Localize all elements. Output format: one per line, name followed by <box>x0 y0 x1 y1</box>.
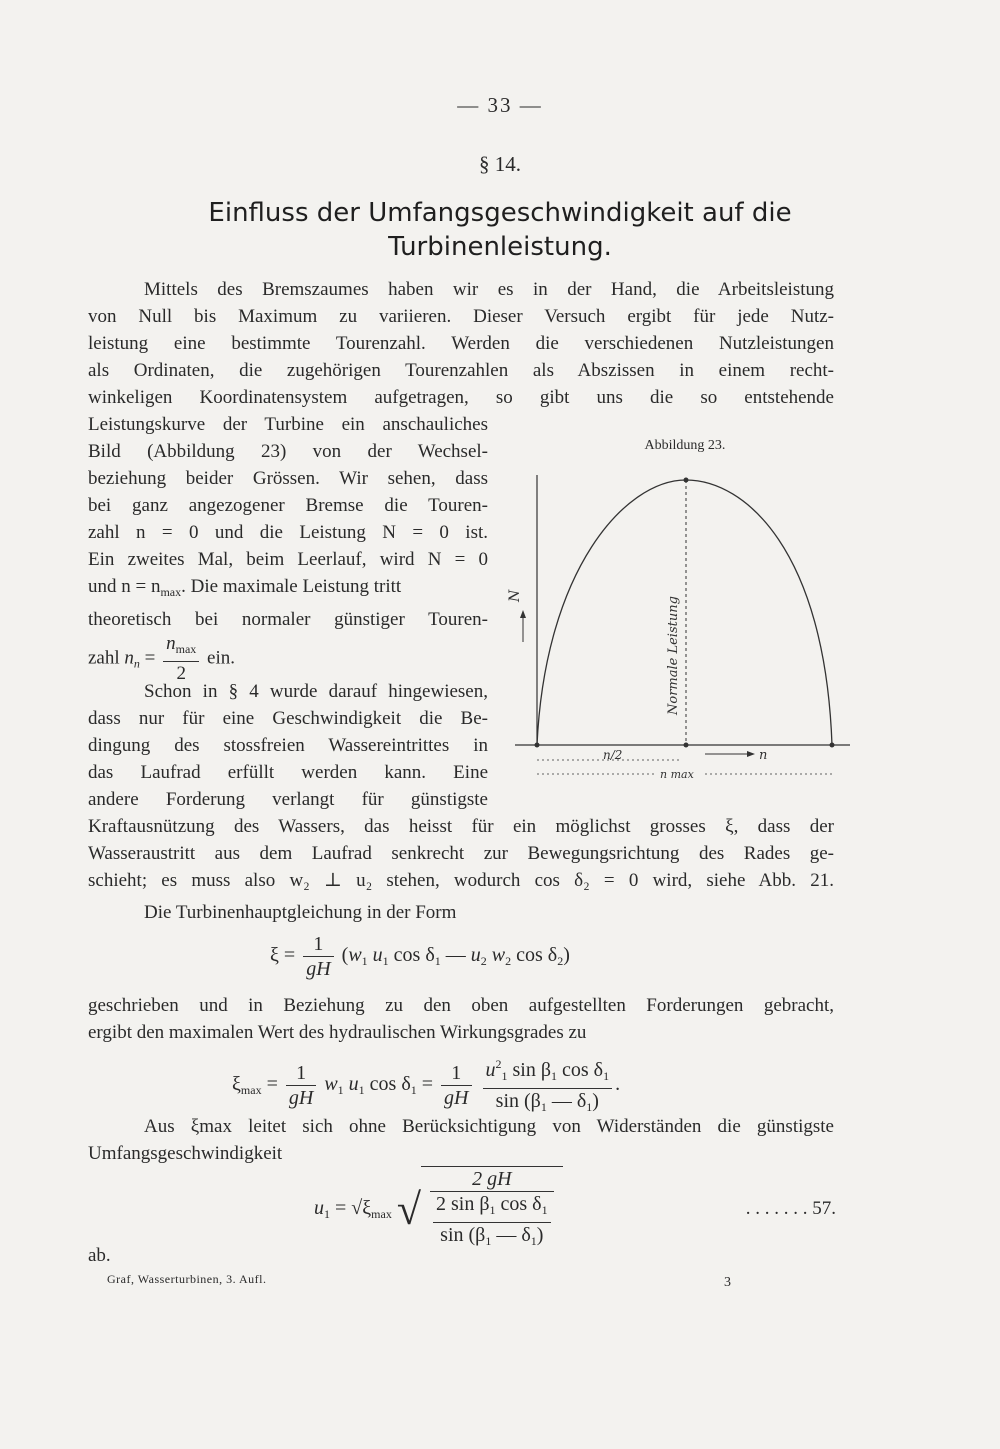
text-line: Kraftausnützung des Wassers, das heisst für ein möglichst grosses ξ, dass der <box>88 816 834 837</box>
nmax-label: n max <box>660 768 694 781</box>
equation-number: . . . . . . . 57. <box>745 1198 836 1219</box>
paragraph-3 <box>88 899 834 926</box>
y-axis-label: N <box>507 589 523 602</box>
paragraph-2 <box>88 813 834 894</box>
half-n-label: n/2 <box>603 748 623 762</box>
section-title <box>0 196 1000 264</box>
text-line: Ein zweites Mal, beim Leerlauf, wird N = 0 <box>88 549 488 570</box>
figure-caption: Abbildung 23. <box>644 438 726 453</box>
closing-word: ab. <box>88 1245 111 1266</box>
turbine-equation: ξ = $\frac{1}{gH}$ ($w_1$ $u_1$ $\cos \delta_1$ — $u_2$ $w_2$ $\cos \delta_2$) <box>270 933 570 980</box>
paragraph-2-column <box>88 678 488 813</box>
text-line: leistung eine bestimmte Tourenzahl. Werden die verschiedenen Nutzleistungen <box>88 333 834 354</box>
n-label: n <box>759 748 768 763</box>
text-line: geschrieben und in Beziehung zu den oben aufgestellten Forderungen gebracht, <box>88 995 834 1016</box>
text-line: Mittels des Bremszaumes haben wir es in der Hand, die Arbeitsleistung <box>144 279 834 300</box>
text-line: bei ganz angezogener Bremse die Touren- <box>88 495 488 516</box>
text-line: dass nur für eine Geschwindigkeit die Be- <box>88 708 488 729</box>
text-line: Aus ξmax leitet sich ohne Berücksichtigung von Widerständen die günstigste <box>144 1116 834 1137</box>
text-line: Umfangsgeschwindigkeit <box>88 1143 283 1164</box>
text-line: das Laufrad erfüllt werden kann. Eine <box>88 762 488 783</box>
y-arrow-head <box>520 610 526 618</box>
efficiency-equation: $\xi_{max}$ = $\frac{1}{gH}$ $w_1$ $u_1$ $\cos \delta_1$ = $\frac{1}{gH}$ $\frac{u^2_1 \sin \beta_1 \cos \delta_1}{\sin (\beta_1 — \delta_1)}$ . <box>232 1052 752 1119</box>
figure-23-power-curve <box>505 470 855 785</box>
paragraph-1 <box>88 276 834 411</box>
n-arrow-head <box>747 751 755 757</box>
text-line: zahl n = 0 und die Leistung N = 0 ist. <box>88 522 488 543</box>
text-line: von Null bis Maximum zu variieren. Dieser Versuch ergibt für jede Nutz- <box>88 306 834 327</box>
text-line: andere Forderung verlangt für günstigste <box>88 789 488 810</box>
title-line-1: Einfluss der Umfangsgeschwindigkeit auf die <box>208 198 792 228</box>
peak-point <box>684 478 689 483</box>
power-curve <box>537 480 832 745</box>
text-line: schieht; es muss also w₂ ⊥ u₂ stehen, wodurch cos δ₂ = 0 wird, siehe Abb. 21. <box>88 870 834 891</box>
mid-point <box>684 743 689 748</box>
text-line: theoretisch bei normaler günstiger Touren- <box>88 609 488 630</box>
text-line: und $n = n_{max}$. Die maximale Leistung tritt <box>88 576 402 599</box>
text-line: als Ordinaten, die zugehörigen Tourenzahlen als Abszissen in einem recht- <box>88 360 834 381</box>
velocity-equation: $u_1 = √\xi_{max}$ √ $\frac{2 gH}{\frac{2 \sin \beta_1 \cos \delta_1}{\sin (\beta_1 — \delta_1)}}$ <box>314 1166 614 1253</box>
text-line: Leistungskurve der Turbine ein anschauliches <box>88 414 488 435</box>
signature-mark: 3 <box>724 1275 731 1290</box>
curve-label: Normale Leistung <box>666 596 681 715</box>
origin-point <box>535 743 540 748</box>
text-line: Schon in § 4 wurde darauf hingewiesen, <box>144 681 488 702</box>
footer-citation: Graf, Wasserturbinen, 3. Aufl. <box>107 1272 267 1286</box>
title-line-2: Turbinenleistung. <box>388 232 612 262</box>
text-line: winkeligen Koordinatensystem aufgetragen, so gibt uns die so entstehende <box>88 387 834 408</box>
section-number: § 14. <box>479 152 521 176</box>
text-line: dingung des stossfreien Wassereintrittes in <box>88 735 488 756</box>
text-line: ergibt den maximalen Wert des hydraulischen Wirkungsgrades zu <box>88 1022 587 1043</box>
paragraph-4 <box>88 992 834 1046</box>
paragraph-5 <box>88 1113 834 1167</box>
text-line: Bild (Abbildung 23) von der Wechsel- <box>88 441 488 462</box>
page-number: — 33 — <box>457 93 543 117</box>
text-line: Wasseraustritt aus dem Laufrad senkrecht zur Bewegungsrichtung des Rades ge- <box>88 843 834 864</box>
paragraph-1-column <box>88 411 488 633</box>
max-point <box>830 743 835 748</box>
text-line: Die Turbinenhauptgleichung in der Form <box>144 902 457 923</box>
text-line: beziehung beider Grössen. Wir sehen, dass <box>88 468 488 489</box>
normal-speed-formula: zahl $n_n$ = $\frac{n_{max}}{2}$ ein. <box>88 633 236 684</box>
